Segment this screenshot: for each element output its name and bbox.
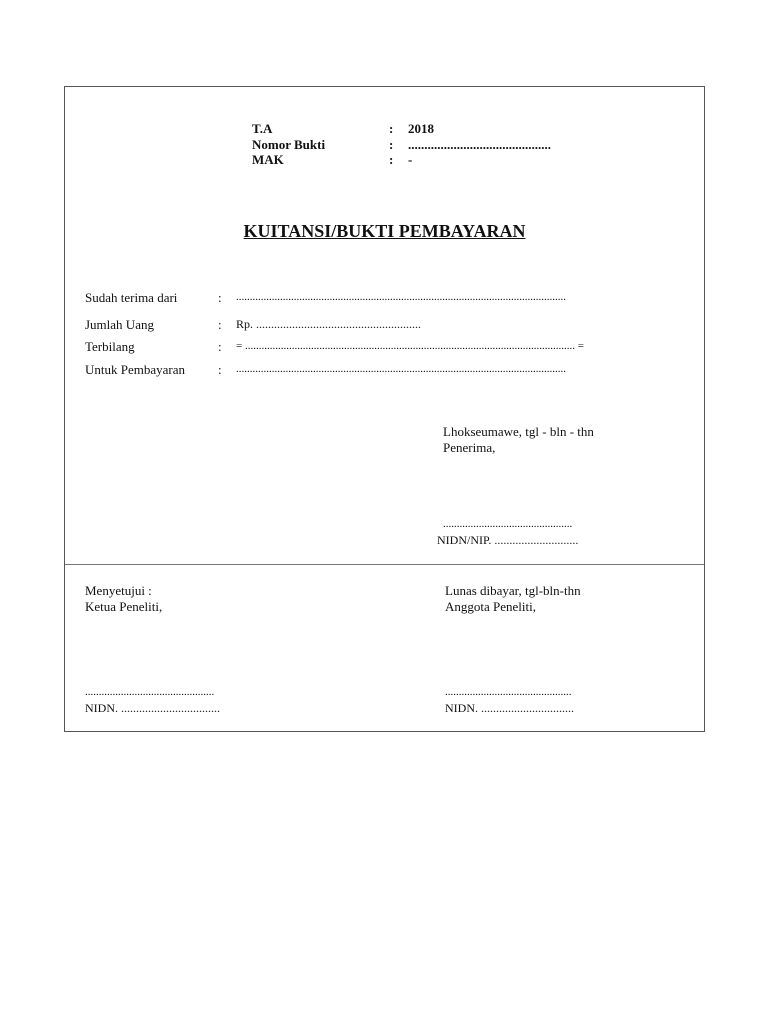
field-label-jumlah-uang: Jumlah Uang	[85, 317, 154, 332]
field-separator: :	[218, 339, 222, 354]
approver-id-line: NIDN. .................................	[85, 701, 220, 715]
payer-id-line: NIDN. ...............................	[445, 701, 574, 715]
field-value-untuk-pembayaran: ........................................................................................................................	[236, 363, 566, 375]
field-label-untuk-pembayaran: Untuk Pembayaran	[85, 362, 186, 377]
ta-label: T.A	[252, 121, 273, 136]
approver-signature-line: ...............................................	[85, 686, 215, 698]
receiver-place-date: Lhokseumawe, tgl - bln - thn	[443, 424, 594, 439]
approver-heading: Menyetujui :	[85, 583, 152, 598]
field-label-sudah-terima-dari: Sudah terima dari	[85, 290, 178, 305]
field-separator: :	[218, 317, 222, 332]
field-separator: :	[218, 290, 222, 305]
mak-label: MAK	[252, 152, 284, 167]
mak-value: -	[408, 152, 413, 167]
approver-role: Ketua Peneliti,	[85, 599, 163, 614]
payer-heading: Lunas dibayar, tgl-bln-thn	[445, 583, 581, 598]
document-title: KUITANSI/BUKTI PEMBAYARAN	[243, 221, 526, 241]
field-value-jumlah-uang: Rp. .......................................................	[236, 317, 422, 331]
payer-signature-line: ..............................................	[445, 686, 572, 698]
field-value-sudah-terima-dari: ........................................................................................................................	[236, 291, 566, 303]
receiver-signature-line: ...............................................	[443, 518, 573, 530]
receiver-role: Penerima,	[443, 440, 496, 455]
mak-separator: :	[389, 152, 394, 167]
receiver-id-line: NIDN/NIP. ............................	[437, 533, 579, 547]
nomor-bukti-label: Nomor Bukti	[252, 137, 326, 152]
ta-value: 2018	[408, 121, 434, 136]
field-separator: :	[218, 362, 222, 377]
payer-role: Anggota Peneliti,	[445, 599, 536, 614]
section-divider	[65, 564, 704, 565]
nomor-bukti-separator: :	[389, 137, 394, 152]
nomor-bukti-value: ............................................	[408, 137, 551, 152]
ta-separator: :	[389, 121, 394, 136]
field-value-terbilang: = ........................................................................................................................ =	[236, 340, 584, 352]
receipt-form	[64, 86, 705, 732]
field-label-terbilang: Terbilang	[85, 339, 135, 354]
